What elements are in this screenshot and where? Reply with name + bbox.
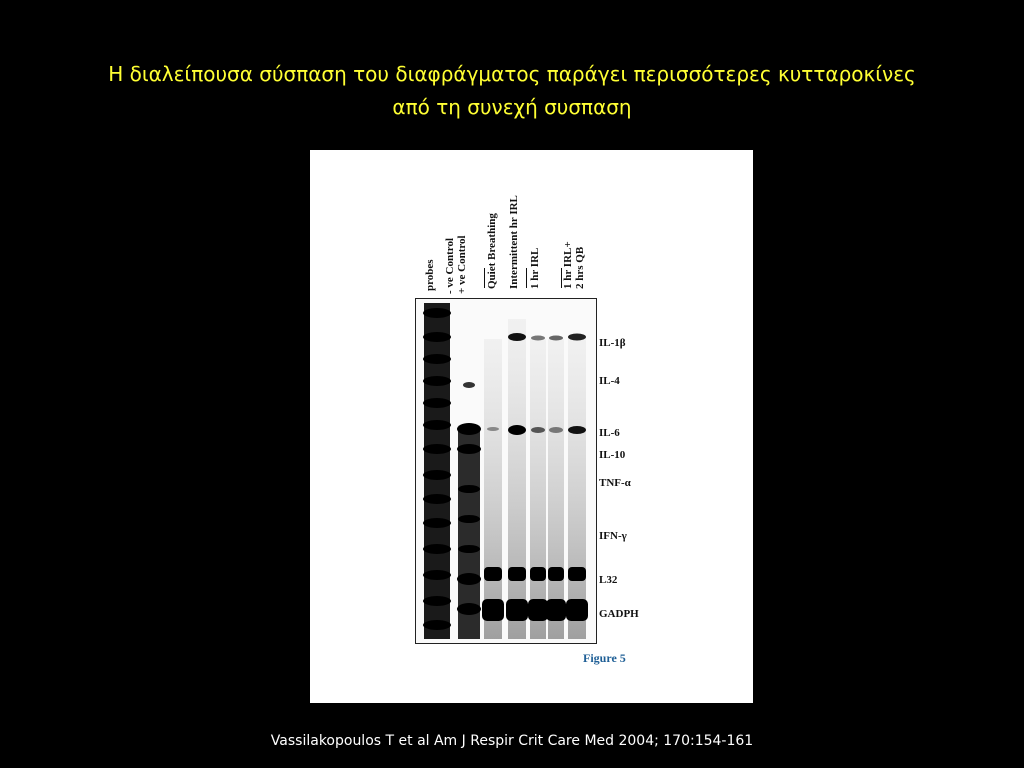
lane-label-quiet-breathing: Quiet Breathing bbox=[486, 213, 498, 289]
slide-title-line-2: από τη συνεχή συσπαση bbox=[392, 95, 632, 119]
slide-title-line-1: Η διαλείπουσα σύσπαση του διαφράγματος παράγει περισσότερες κυτταροκίνες bbox=[108, 62, 916, 86]
lane-label-pos-control: + ve Control bbox=[456, 235, 468, 294]
band-label-il4: IL-4 bbox=[599, 375, 620, 387]
band-label-gadph: GADPH bbox=[599, 608, 639, 620]
gel-image bbox=[415, 298, 597, 644]
lane-label-2hrs-qb: 2 hrs QB bbox=[574, 246, 586, 289]
slide-title bbox=[40, 58, 984, 124]
lane-label-intermittent-irl: Intermittent hr IRL bbox=[508, 195, 520, 289]
lane-label-neg-control: - ve Control bbox=[444, 237, 456, 294]
citation: Vassilakopoulos T et al Am J Respir Crit Care Med 2004; 170:154-161 bbox=[270, 733, 754, 749]
band-label-il1b: IL-1β bbox=[599, 337, 626, 349]
lane-divider bbox=[526, 268, 527, 288]
lane-label-probes: probes bbox=[424, 259, 436, 291]
gel-figure bbox=[310, 150, 753, 703]
lane-divider bbox=[484, 268, 485, 288]
band-label-il10: IL-10 bbox=[599, 449, 626, 461]
band-label-il6: IL-6 bbox=[599, 427, 620, 439]
lane-label-1hr-irl: 1 hr IRL bbox=[529, 247, 541, 289]
band-label-ifng: IFN-γ bbox=[599, 530, 627, 542]
band-label-tnfa: TNF-α bbox=[599, 477, 631, 489]
gel-blot bbox=[416, 299, 596, 643]
lane-divider bbox=[561, 268, 562, 288]
band-label-l32: L32 bbox=[599, 574, 618, 586]
lane-label-1hr-irl-plus: 1 hr IRL+ bbox=[562, 241, 574, 289]
figure-caption: Figure 5 bbox=[583, 651, 626, 665]
